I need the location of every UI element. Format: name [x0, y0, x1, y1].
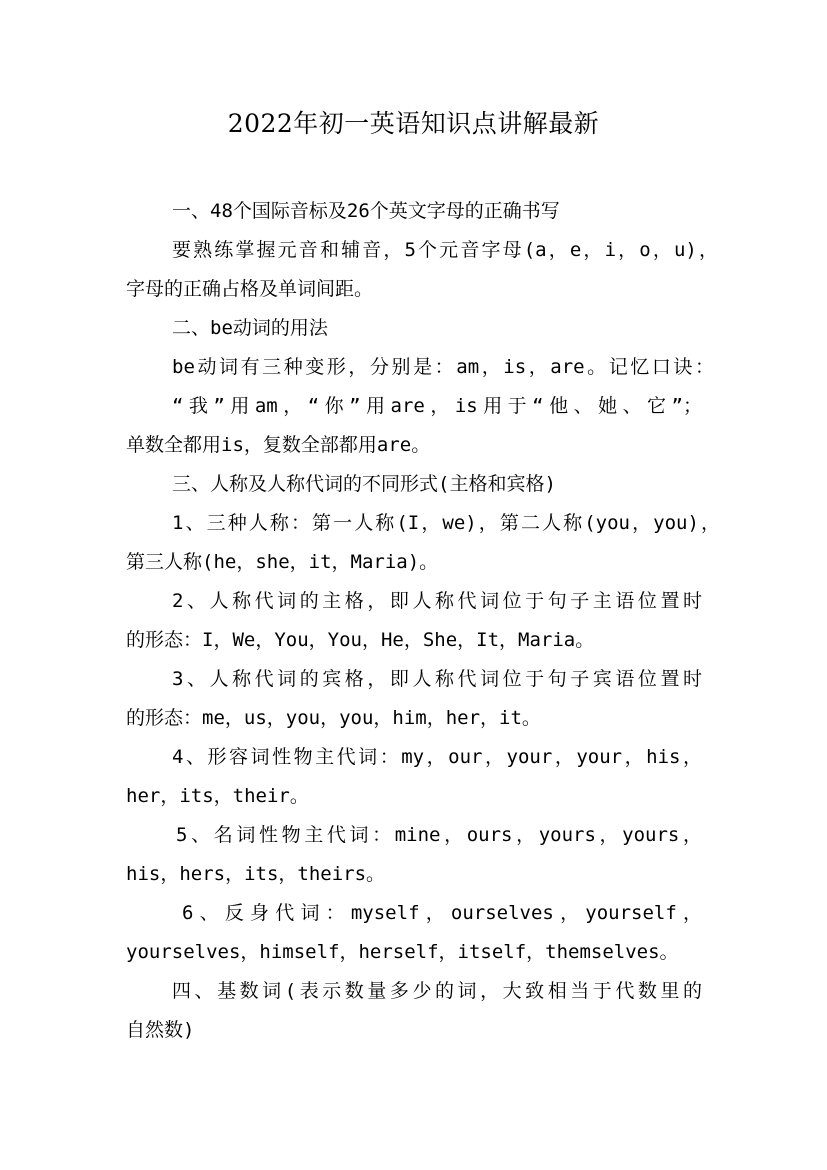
paragraph-line: 第三人称(he，she，it，Maria)。	[126, 551, 439, 573]
paragraph-line: 5、名词性物主代词：mine，ours，yours，yours，	[176, 824, 702, 846]
paragraph-line: 6、反身代词：myself，ourselves，yourself，	[182, 902, 702, 924]
heading-2: 二、be动词的用法	[172, 317, 328, 339]
paragraph-line: 的形态：me，us，you，you，him，her，it。	[126, 707, 541, 729]
heading-4: 四、基数词(表示数量多少的词，大致相当于代数里的	[172, 980, 702, 1002]
paragraph-line: 单数全都用is，复数全部都用are。	[126, 434, 431, 456]
heading-1: 一、48个国际音标及26个英文字母的正确书写	[172, 200, 560, 222]
paragraph-line: 4、形容词性物主代词：my，our，your，your，his，	[172, 746, 702, 768]
paragraph-line: 3、人称代词的宾格，即人称代词位于句子宾语位置时	[172, 668, 702, 690]
paragraph-line: yourselves，himself，herself，itself，themselves。	[126, 941, 679, 963]
paragraph-line: her，its，their。	[126, 785, 309, 807]
paragraph-line: 的形态：I，We，You，You，He，She，It，Maria。	[126, 629, 595, 651]
document-title: 2022年初一英语知识点讲解最新	[227, 109, 600, 138]
paragraph-line: 自然数)	[126, 1019, 195, 1041]
paragraph-line: 1、三种人称：第一人称(I，we)，第二人称(you，you)，	[172, 512, 720, 534]
paragraph-line: 要熟练掌握元音和辅音，5个元音字母(a，e，i，o，u)，	[172, 239, 718, 261]
paragraph-line: 2、人称代词的主格，即人称代词位于句子主语位置时	[172, 590, 702, 612]
heading-3: 三、人称及人称代词的不同形式(主格和宾格)	[172, 473, 556, 495]
paragraph-line: be动词有三种变形，分别是：am，is，are。记忆口诀：	[172, 356, 714, 378]
paragraph-line: “我”用am，“你”用are，is用于“他、她、它”；	[172, 395, 702, 417]
paragraph-line: 字母的正确占格及单词间距。	[126, 278, 374, 300]
paragraph-line: his，hers，its，theirs。	[126, 863, 386, 885]
